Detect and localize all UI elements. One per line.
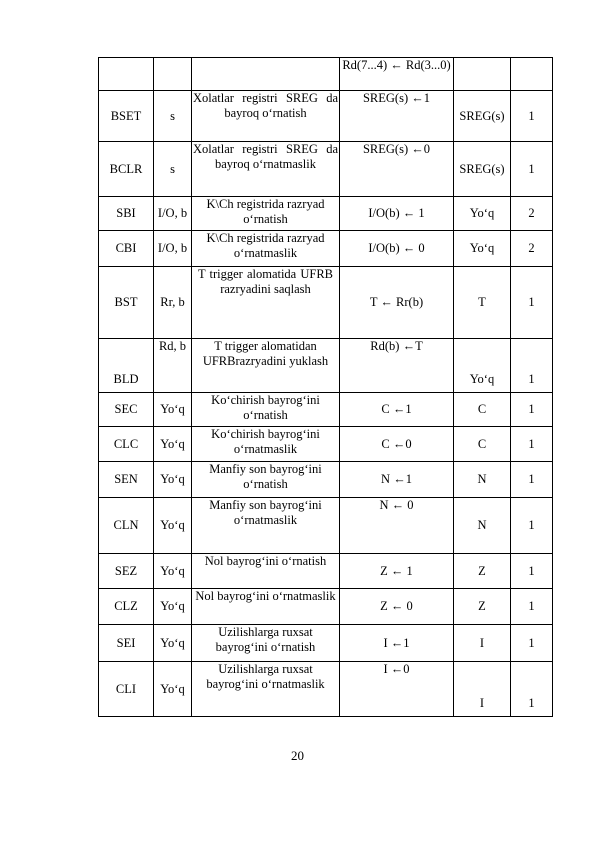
operands-cell: s	[154, 142, 192, 197]
flags-cell: Yo‘q	[454, 339, 511, 393]
mnemonic-cell: BCLR	[99, 142, 154, 197]
operation-cell: I/O(b) ← 0	[340, 231, 454, 267]
table-row	[99, 197, 553, 231]
table-row	[99, 625, 553, 662]
description-cell: Nol bayrog‘ini o‘rnatish	[192, 554, 340, 589]
clocks-cell: 1	[511, 393, 553, 427]
operation-cell: I/O(b) ← 1	[340, 197, 454, 231]
table-row	[99, 142, 553, 197]
description-cell: Manfiy son bayrog‘ini o‘rnatmaslik	[192, 498, 340, 554]
clocks-cell: 1	[511, 462, 553, 498]
flags-cell	[454, 58, 511, 91]
clocks-cell: 2	[511, 231, 553, 267]
description-cell: Uzilishlarga ruxsat bayrog‘ini o‘rnatish	[192, 625, 340, 662]
flags-cell: Yo‘q	[454, 197, 511, 231]
operands-cell: s	[154, 91, 192, 142]
operands-cell: Yo‘q	[154, 498, 192, 554]
flags-cell: T	[454, 267, 511, 339]
clocks-cell: 1	[511, 427, 553, 462]
operation-cell: C ←1	[340, 393, 454, 427]
operation-cell: N ←1	[340, 462, 454, 498]
table-row	[99, 91, 553, 142]
clocks-cell: 1	[511, 91, 553, 142]
table-row	[99, 554, 553, 589]
table-row	[99, 231, 553, 267]
table-row	[99, 462, 553, 498]
operation-cell: SREG(s) ←1	[340, 91, 454, 142]
flags-cell: I	[454, 625, 511, 662]
clocks-cell: 1	[511, 498, 553, 554]
flags-cell: I	[454, 662, 511, 717]
operation-cell: I ←0	[340, 662, 454, 717]
mnemonic-cell: SEI	[99, 625, 154, 662]
description-cell: K\Ch registrida razryad o‘rnatmaslik	[192, 231, 340, 267]
operation-cell: SREG(s) ←0	[340, 142, 454, 197]
description-cell: Manfiy son bayrog‘ini o‘rnatish	[192, 462, 340, 498]
operation-cell: C ←0	[340, 427, 454, 462]
flags-cell: C	[454, 427, 511, 462]
flags-cell: N	[454, 498, 511, 554]
description-cell: Nol bayrog‘ini o‘rnatmaslik	[192, 589, 340, 625]
operands-cell: Rd, b	[154, 339, 192, 393]
mnemonic-cell: CLI	[99, 662, 154, 717]
description-cell	[192, 58, 340, 91]
clocks-cell: 1	[511, 589, 553, 625]
mnemonic-cell: SEC	[99, 393, 154, 427]
mnemonic-cell: BSET	[99, 91, 154, 142]
flags-cell: Z	[454, 589, 511, 625]
mnemonic-cell: CBI	[99, 231, 154, 267]
mnemonic-cell	[99, 58, 154, 91]
table-row	[99, 267, 553, 339]
mnemonic-cell: SEZ	[99, 554, 154, 589]
clocks-cell: 1	[511, 142, 553, 197]
description-cell: K\Ch registrida razryad o‘rnatish	[192, 197, 340, 231]
table-row	[99, 393, 553, 427]
flags-cell: SREG(s)	[454, 142, 511, 197]
description-cell: Xolatlar registri SREG da bayroq o‘rnatmaslik	[192, 142, 340, 197]
table-row	[99, 58, 553, 91]
table-row	[99, 662, 553, 717]
operation-cell: N ← 0	[340, 498, 454, 554]
description-cell: Xolatlar registri SREG da bayroq o‘rnatish	[192, 91, 340, 142]
operands-cell	[154, 58, 192, 91]
operands-cell: Yo‘q	[154, 625, 192, 662]
clocks-cell: 1	[511, 339, 553, 393]
mnemonic-cell: CLN	[99, 498, 154, 554]
mnemonic-cell: SBI	[99, 197, 154, 231]
table-row	[99, 427, 553, 462]
table-row	[99, 498, 553, 554]
operation-cell: Rd(b) ←T	[340, 339, 454, 393]
clocks-cell: 2	[511, 197, 553, 231]
flags-cell: Z	[454, 554, 511, 589]
operation-cell: T ← Rr(b)	[340, 267, 454, 339]
page-number: 20	[291, 748, 304, 763]
instruction-table	[98, 57, 553, 717]
clocks-cell: 1	[511, 554, 553, 589]
flags-cell: Yo‘q	[454, 231, 511, 267]
description-cell: Ko‘chirish bayrog‘ini o‘rnatish	[192, 393, 340, 427]
description-cell: T trigger alomatida UFRB razryadini saqlash	[192, 267, 340, 339]
flags-cell: C	[454, 393, 511, 427]
operation-cell: I ←1	[340, 625, 454, 662]
mnemonic-cell: SEN	[99, 462, 154, 498]
mnemonic-cell: BLD	[99, 339, 154, 393]
operands-cell: Yo‘q	[154, 554, 192, 589]
flags-cell: N	[454, 462, 511, 498]
operands-cell: Rr, b	[154, 267, 192, 339]
operation-cell: Z ← 1	[340, 554, 454, 589]
operands-cell: Yo‘q	[154, 589, 192, 625]
operation-cell: Z ← 0	[340, 589, 454, 625]
description-cell: T trigger alomatidan UFRBrazryadini yuklash	[192, 339, 340, 393]
clocks-cell	[511, 58, 553, 91]
operands-cell: I/O, b	[154, 197, 192, 231]
operands-cell: Yo‘q	[154, 462, 192, 498]
flags-cell: SREG(s)	[454, 91, 511, 142]
mnemonic-cell: BST	[99, 267, 154, 339]
description-cell: Ko‘chirish bayrog‘ini o‘rnatmaslik	[192, 427, 340, 462]
clocks-cell: 1	[511, 267, 553, 339]
description-cell: Uzilishlarga ruxsat bayrog‘ini o‘rnatmaslik	[192, 662, 340, 717]
operands-cell: I/O, b	[154, 231, 192, 267]
mnemonic-cell: CLC	[99, 427, 154, 462]
clocks-cell: 1	[511, 625, 553, 662]
clocks-cell: 1	[511, 662, 553, 717]
table-row	[99, 339, 553, 393]
operands-cell: Yo‘q	[154, 427, 192, 462]
operands-cell: Yo‘q	[154, 393, 192, 427]
table-row	[99, 589, 553, 625]
operands-cell: Yo‘q	[154, 662, 192, 717]
operation-cell: Rd(7...4) ← Rd(3...0)	[340, 58, 454, 91]
mnemonic-cell: CLZ	[99, 589, 154, 625]
